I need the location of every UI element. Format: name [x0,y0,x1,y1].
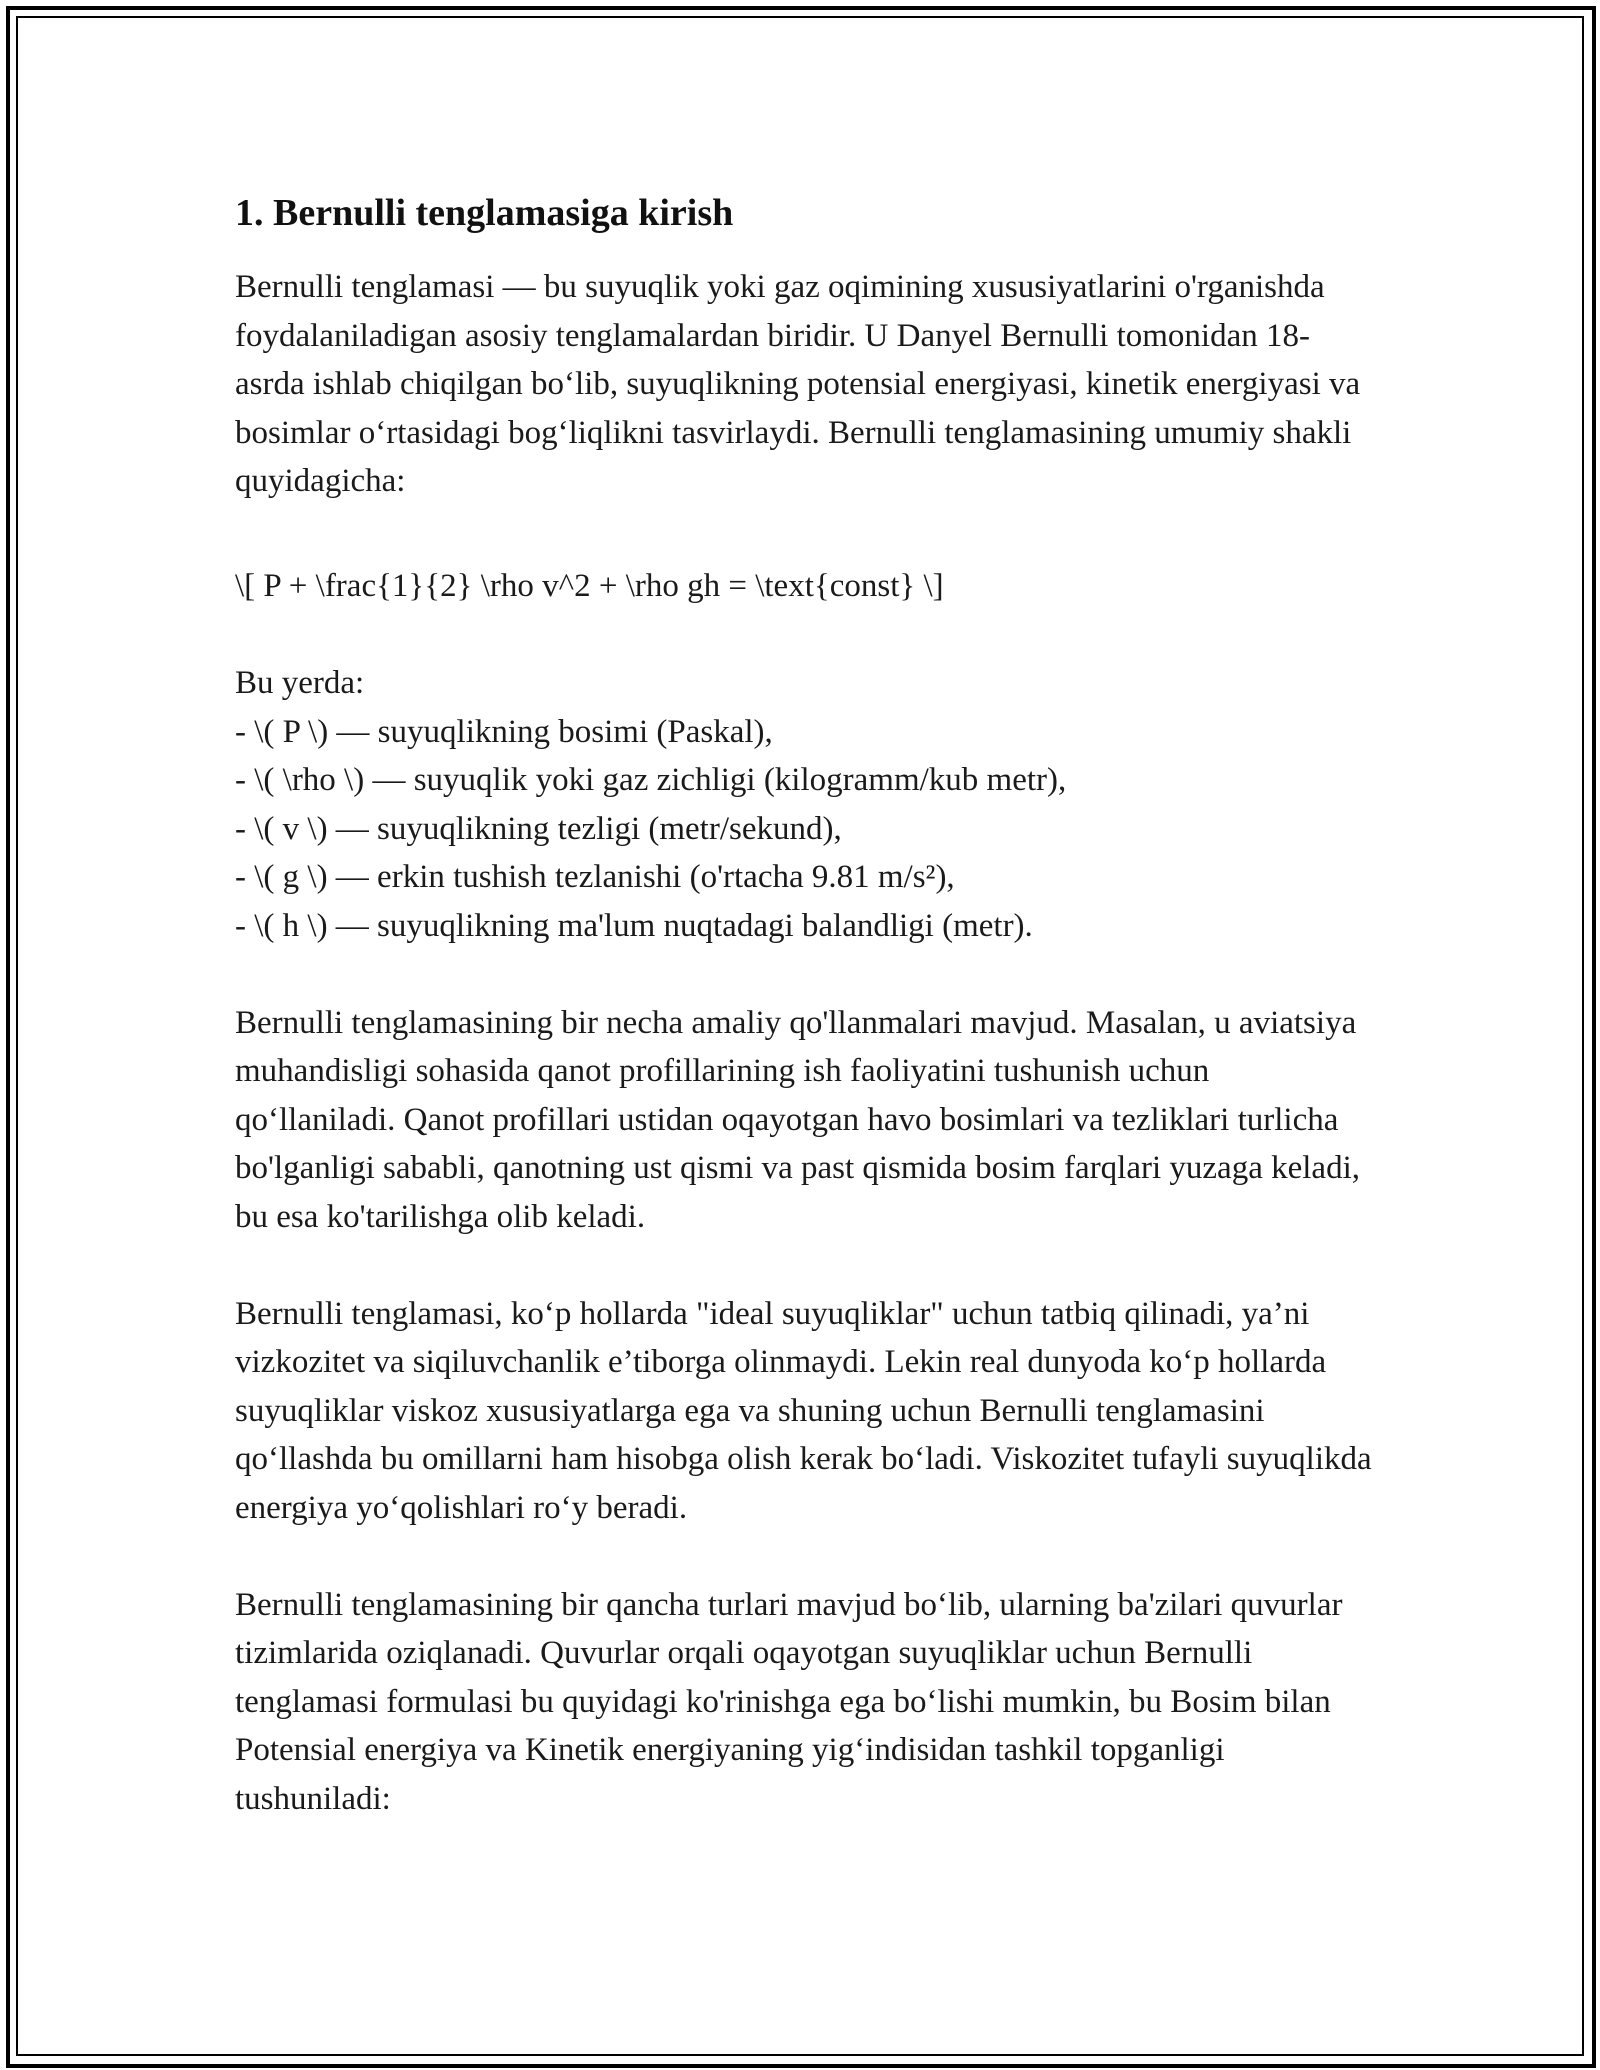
variable-definitions [235,659,1375,950]
ideal-fluids-paragraph: Bernulli tenglamasi, ko‘p hollarda "ideal suyuqliklar" uchun tatbiq qilinadi, ya’ni vizkozitet va siqiluvchanlik e’tiborga olinmaydi. Lekin real dunyoda ko‘p hollarda suyuqliklar viskoz xususiyatlarga ega va shuning uchun Bernulli tenglamasini qo‘llashda bu omillarni ham hisobga olish kerak bo‘ladi. Viskozitet tufayli suyuqlikda energiya yo‘qolishlari ro‘y beradi. [235,1295,1372,1526]
definition-item: - \( v \) — suyuqlikning tezligi (metr/sekund), [235,810,842,847]
definition-item: - \( P \) — suyuqlikning bosimi (Paskal), [235,713,773,750]
intro-paragraph: Bernulli tenglamasi — bu suyuqlik yoki gaz oqimining xususiyatlarini o'rganishda foydalaniladigan asosiy tenglamalardan biridir. U Danyel Bernulli tomonidan 18-asrda ishlab chiqilgan bo‘lib, suyuqlikning potensial energiyasi, kinetik energiyasi va bosimlar o‘rtasidagi bog‘liqlikni tasvirlaydi. Bernulli tenglamasining umumiy shakli quyidagicha: [235,269,1361,499]
document-body [235,183,1375,1823]
definition-item: - \( g \) — erkin tushish tezlanishi (o'rtacha 9.81 m/s²), [235,859,955,895]
definition-item: - \( \rho \) — suyuqlik yoki gaz zichligi (kilogramm/kub metr), [235,762,1067,798]
section-heading: 1. Bernulli tenglamasiga kirish [235,192,734,234]
where-label: Bu yerda: [235,665,365,701]
pipes-paragraph: Bernulli tenglamasining bir qancha turlari mavjud bo‘lib, ularning ba'zilari quvurlar tizimlarida oziqlanadi. Quvurlar orqali oqayotgan suyuqliklar uchun Bernulli tenglamasi formulasi bu quyidagi ko'rinishga ega bo‘lishi mumkin, bu Bosim bilan Potensial energiya va Kinetik energiyaning yig‘indisidan tashkil topganligi tushuniladi: [235,1586,1343,1817]
bernoulli-formula: \[ P + \frac{1}{2} \rho v^2 + \rho gh = \text{const} \] [235,568,944,604]
definition-item: - \( h \) — suyuqlikning ma'lum nuqtadagi balandligi (metr). [235,907,1033,944]
applications-paragraph: Bernulli tenglamasining bir necha amaliy qo'llanmalari mavjud. Masalan, u aviatsiya muhandisligi sohasida qanot profillarining ish faoliyatini tushunish uchun qo‘llaniladi. Qanot profillari ustidan oqayotgan havo bosimlari va tezliklari turlicha bo'lganligi sababli, qanotning ust qismi va past qismida bosim farqlari yuzaga keladi, bu esa ko'tarilishga olib keladi. [235,1004,1360,1235]
